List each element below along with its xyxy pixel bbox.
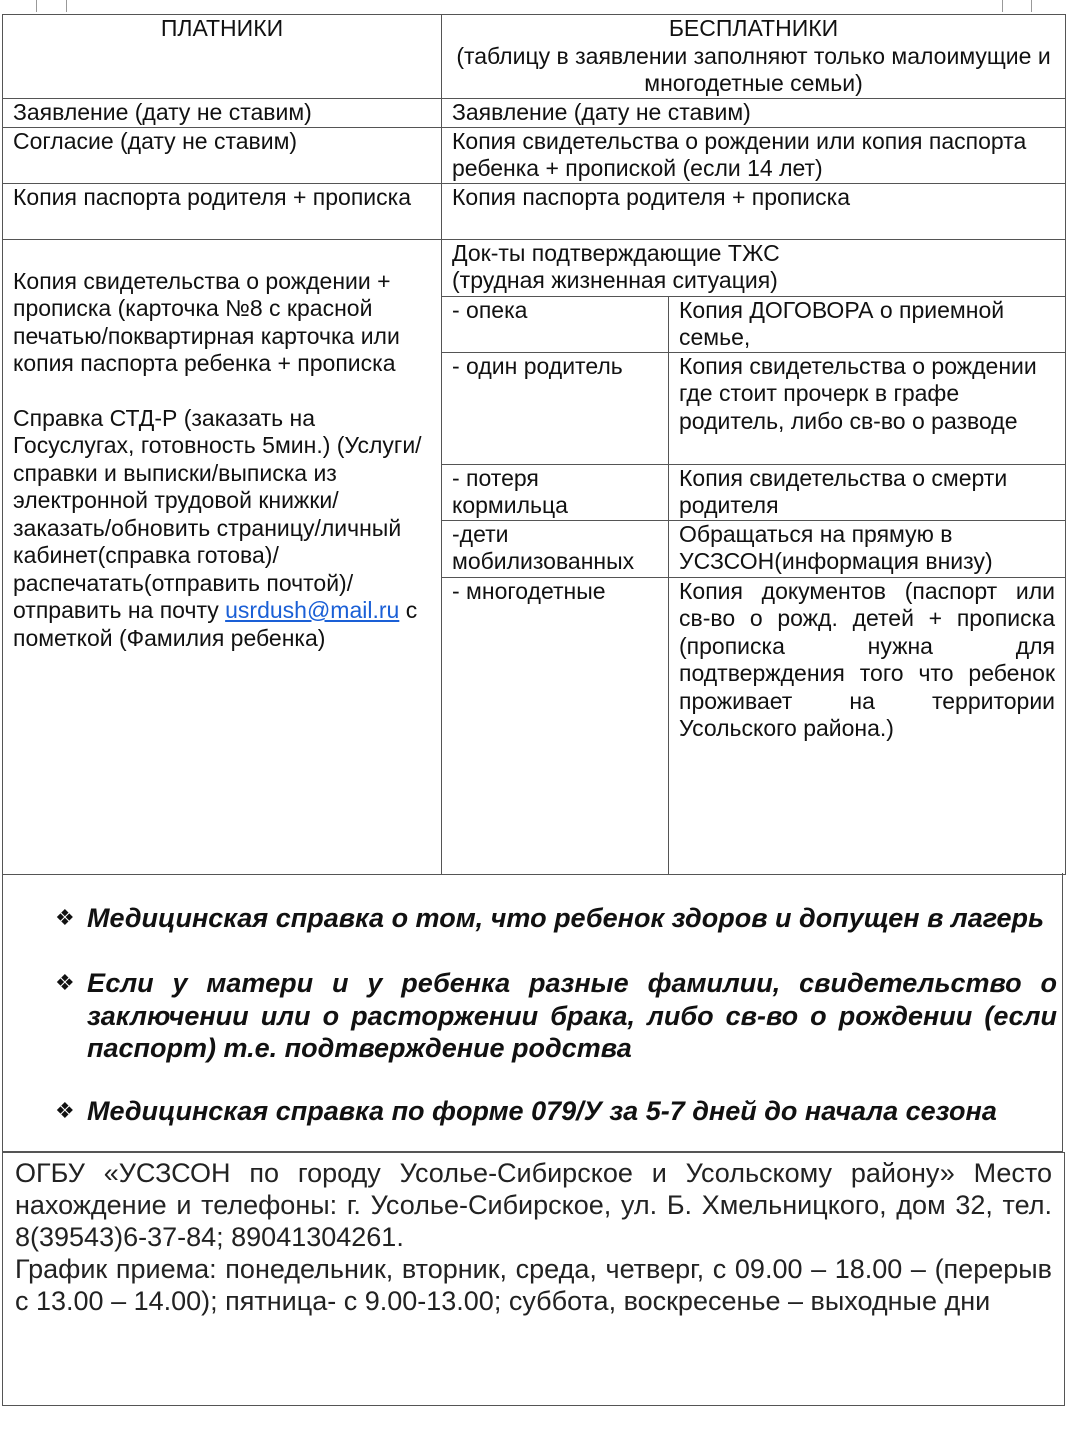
free-application: Заявление (дату не ставим) [442,99,1066,128]
header-paid: ПЛАТНИКИ [3,15,442,99]
table-row [3,99,1066,128]
note-item: ❖ Если у матери и у ребенка разные фамилии, свидетельство о заключении или о расторжении брака, либо св-во о рождении (если паспорт) т.е. подтверждение родства [55,968,1057,1063]
margin-tick-right-2 [1031,0,1032,12]
tzhs-title: Док-ты подтверждающие ТЖС [452,239,780,266]
free-birth-certificate: Копия свидетельства о рождении или копия паспорта ребенка + пропиской (если 14 лет) [442,127,1066,183]
note-item: ❖ Медицинская справка о том, что ребенок здоров и допущен в лагерь [55,903,1045,933]
margin-tick-right [1002,0,1003,12]
table-row [3,127,1066,183]
diamond-bullet-icon: ❖ [55,905,75,930]
tzhs-category: -дети мобилизованных [442,520,669,577]
diamond-bullet-icon: ❖ [55,970,75,995]
contact-schedule: График приема: понедельник, вторник, среда, четверг, с 09.00 – 18.00 – (перерыв с 13.00 – 14.00); пятница- с 9.00-13.00; суббота, воскресенье – выходные дни [15,1254,1052,1316]
tzhs-document: Обращаться на прямую в УСЗСОН(информация внизу) [669,520,1066,577]
contact-info [2,1152,1065,1406]
top-margin-marks [0,0,1080,14]
diamond-bullet-icon: ❖ [55,1098,75,1123]
tzhs-category: - опека [442,296,669,352]
tzhs-document: Копия ДОГОВОРА о приемной семье, [669,296,1066,352]
table-header-row [3,15,1066,99]
contact-address: ОГБУ «УСЗСОН по городу Усолье-Сибирское и Усольскому району» Место нахождение и телефоны: г. Усолье-Сибирское, ул. Б. Хмельницкого, дом 32, тел. 8(39543)6-37-84; 89041304261. [15,1158,1052,1252]
margin-tick-left [36,0,37,12]
header-free [442,15,1066,99]
tzhs-subtitle: (трудная жизненная ситуация) [452,267,778,293]
tzhs-document: Копия свидетельства о смерти родителя [669,464,1066,520]
free-parent-passport: Копия паспорта родителя + прописка [442,183,1066,239]
tzhs-category: - многодетные [442,577,669,874]
paid-birth-certificate-text: Копия свидетельства о рождении + прописка (карточка №8 с красной печатью/поквартирная карточка или копия паспорта ребенка + прописка [13,267,400,376]
table-row [3,239,1066,296]
header-free-title: БЕСПЛАТНИКИ [668,15,839,41]
margin-tick-left-2 [66,0,67,12]
tzhs-document: Копия документов (паспорт или св-во о рожд. детей + прописка (прописка нужна для подтверждения того что ребенок проживает на территории Усольского района.) [669,577,1066,874]
note-item: ❖ Медицинская справка по форме 079/У за 5-7 дней до начала сезона [55,1096,997,1126]
table-row [3,183,1066,239]
paid-application: Заявление (дату не ставим) [3,99,442,128]
tzhs-category: - потеря кормильца [442,464,669,520]
documents-table [2,14,1066,875]
paid-consent: Согласие (дату не ставим) [3,127,442,183]
tzhs-heading [442,239,1066,296]
tzhs-category: - один родитель [442,352,669,464]
email-link[interactable]: usrdush@mail.ru [225,597,400,623]
tzhs-document: Копия свидетельства о рождении где стоит прочерк в графе родитель, либо св-во о разводе [669,352,1066,464]
paid-std-r-text: Справка СТД-Р (заказать на Госуслугах, готовность 5мин.) (Услуги/справки и выписки/выписка из электронной трудовой книжки/заказать/обновить страницу/личный кабинет(справка готова)/распечатать(отправить почтой)/отправить на почту usrdush@mail.ru с пометкой (Фамилия ребенка) [13,404,422,651]
paid-parent-passport: Копия паспорта родителя + прописка [3,183,442,239]
header-free-note: (таблицу в заявлении заполняют только малоимущие и многодетные семьи) [456,42,1051,96]
paid-documents-cell [3,239,442,874]
notes-section [2,873,1063,1152]
